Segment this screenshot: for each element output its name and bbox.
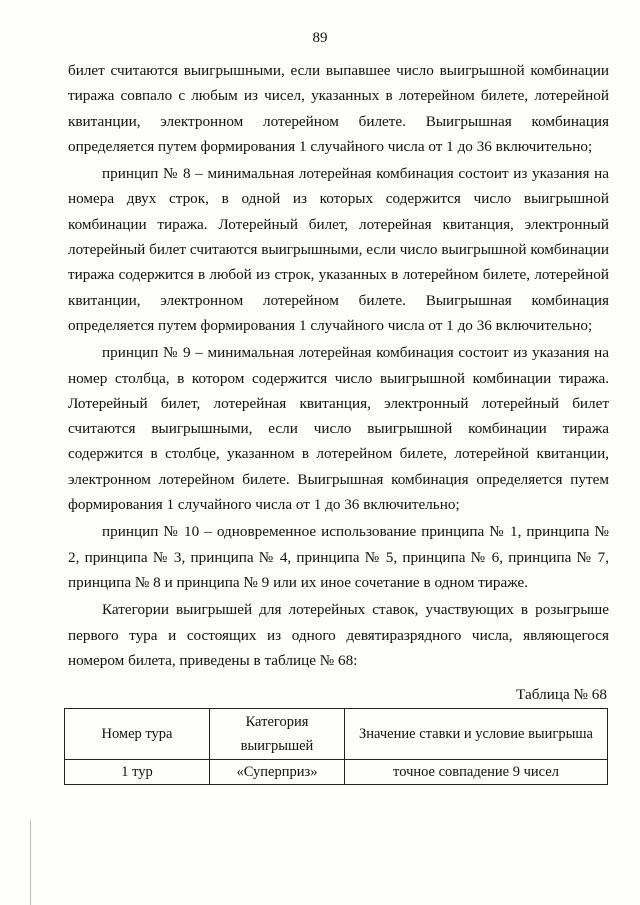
table-caption: Таблица № 68 — [516, 686, 607, 703]
cell-category: «Суперприз» — [210, 760, 345, 785]
header-stake-condition: Значение ставки и условие выигрыша — [345, 709, 608, 760]
body-text — [68, 58, 609, 673]
prize-categories-table — [64, 708, 608, 785]
scan-edge-line — [30, 820, 31, 905]
paragraph-principle-10: принцип № 10 – одновременное использование принципа № 1, принципа № 2, принципа № 3, принципа № 4, принципа № 5, принципа № 6, принципа № 7, принципа № 8 и принципа № 9 или их иное сочетание в одном тираже. — [68, 523, 609, 591]
paragraph-principle-8: принцип № 8 – минимальная лотерейная комбинация состоит из указания на номера двух строк, в одной из которых содержится число выигрышной комбинации тиража. Лотерейный билет, лотерейная квитанция, электронный лотерейный билет считаются выигрышными, если число выигрышной комбинации тиража содержится в любой из строк, указанных в лотерейном билете, лотерейной квитанции, электронном лотерейном билете. Выигрышная комбинация определяется путем формирования 1 случайного числа от 1 до 36 включительно; — [68, 165, 609, 334]
paragraph-principle-9: принцип № 9 – минимальная лотерейная комбинация состоит из указания на номер столбца, в котором содержится число выигрышной комбинации тиража. Лотерейный билет, лотерейная квитанция, электронный лотерейный билет считаются выигрышными, если число выигрышной комбинации тиража содержится в столбце, указанном в лотерейном билете, лотерейной квитанции, электронном лотерейном билете. Выигрышная комбинация определяется путем формирования 1 случайного числа от 1 до 36 включительно; — [68, 344, 609, 514]
paragraph-categories-intro: Категории выигрышей для лотерейных ставок, участвующих в розыгрыше первого тура и состоящих из одного девятиразрядного числа, являющегося номером билета, приведены в таблице № 68: — [68, 601, 609, 669]
table-header-row — [65, 709, 608, 760]
table-row — [65, 760, 608, 785]
cell-round: 1 тур — [65, 760, 210, 785]
header-round-number: Номер тура — [65, 709, 210, 760]
paragraph-continuation: билет считаются выигрышными, если выпавшее число выигрышной комбинации тиража совпало с любым из чисел, указанных в лотерейном билете, лотерейной квитанции, электронном лотерейном билете. Выигрышная комбинация определяется путем формирования 1 случайного числа от 1 до 36 включительно; — [68, 62, 609, 155]
header-prize-category: Категория выигрышей — [210, 709, 345, 760]
page-number: 89 — [312, 30, 328, 46]
cell-condition: точное совпадение 9 чисел — [345, 760, 608, 785]
